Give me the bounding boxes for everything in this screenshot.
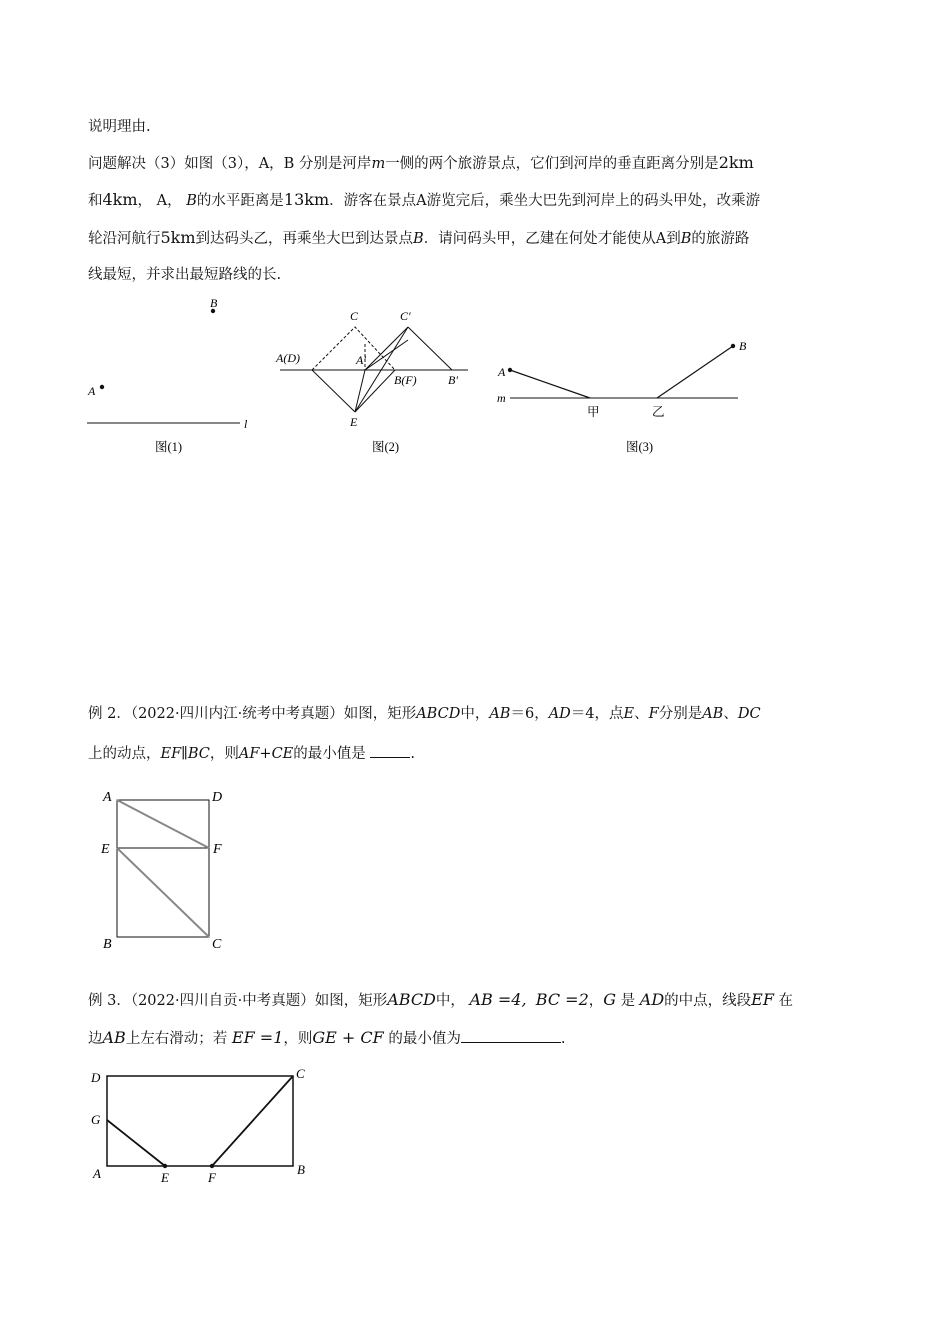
label-F: F bbox=[208, 1170, 216, 1185]
var-B: B bbox=[186, 193, 197, 209]
figure-3 bbox=[490, 330, 750, 460]
text-segment: 的最小值为 bbox=[388, 1031, 461, 1047]
var-B: B bbox=[680, 231, 692, 247]
var-AF-CE: AF+CE bbox=[238, 746, 294, 762]
label-jia: 甲 bbox=[587, 405, 600, 419]
label-E: E bbox=[350, 415, 358, 429]
segment-E-BF bbox=[355, 370, 395, 412]
rectangle-ABCD bbox=[117, 800, 209, 937]
point-F bbox=[210, 1164, 214, 1168]
segment-A1-BF bbox=[365, 340, 408, 370]
text-segment: 游览完后，乘坐大巴先到河岸上的码头甲处，改乘游 bbox=[426, 193, 761, 209]
text-segment: ＝4，点 bbox=[570, 706, 624, 722]
label-B: B bbox=[210, 296, 218, 310]
answer-blank[interactable] bbox=[461, 1028, 561, 1043]
var-A: A bbox=[416, 193, 427, 209]
var-AB: AB bbox=[489, 706, 511, 722]
var-AB: AB bbox=[702, 706, 724, 722]
text-segment: ．请问码头甲，乙建在何处才能使从 bbox=[423, 231, 656, 247]
caption-fig3: 图(3) bbox=[626, 440, 654, 454]
label-B: B bbox=[739, 339, 747, 353]
dashed-square bbox=[312, 327, 395, 370]
text-segment: ，则 bbox=[209, 746, 239, 762]
path-A-jia bbox=[510, 370, 590, 398]
var-EF: EF bbox=[160, 746, 182, 762]
text-segment: 、 bbox=[723, 706, 738, 722]
text-segment: 是 bbox=[620, 993, 636, 1009]
label-m: m bbox=[497, 391, 506, 405]
var-E: E bbox=[623, 706, 635, 722]
distance-13km: 13km bbox=[283, 190, 330, 209]
label-E: E bbox=[101, 842, 110, 857]
figure-2 bbox=[270, 300, 475, 460]
label-A-prime: A′ bbox=[356, 353, 366, 367]
text-line-5 bbox=[88, 265, 281, 285]
example2-figure bbox=[95, 785, 235, 955]
answer-blank[interactable] bbox=[370, 743, 410, 758]
var-AB: AB bbox=[102, 1028, 126, 1047]
label-AD: A(D) bbox=[276, 351, 300, 365]
var-B: B bbox=[413, 231, 424, 247]
text-segment: 问题解决（3）如图（3），A，B 分别是河岸 bbox=[88, 156, 372, 172]
var-ABCD: ABCD bbox=[387, 990, 436, 1009]
text-line-2 bbox=[88, 153, 754, 174]
segment-AF bbox=[117, 800, 209, 848]
example3-lead: 例 3．（2022·四川自贡·中考真题）如图，矩形 bbox=[88, 993, 388, 1009]
label-C-prime: C′ bbox=[400, 309, 411, 323]
label-C: C bbox=[296, 1066, 305, 1081]
text-segment: 中， bbox=[435, 993, 465, 1009]
text-segment: 一侧的两个旅游景点，它们到河岸的垂直距离分别是 bbox=[385, 156, 719, 172]
parallel-symbol: ∥ bbox=[181, 746, 188, 762]
segment-EC bbox=[117, 848, 209, 937]
point-E bbox=[163, 1164, 167, 1168]
label-D: D bbox=[212, 790, 223, 805]
distance-5km: 5km bbox=[160, 228, 196, 247]
text-line-4 bbox=[88, 228, 749, 249]
label-B-prime: B′ bbox=[448, 373, 458, 387]
label-D: D bbox=[91, 1070, 101, 1085]
segment-FC bbox=[212, 1076, 293, 1166]
point-A bbox=[100, 385, 104, 389]
text-line-1 bbox=[88, 117, 151, 137]
text-segment: ， bbox=[167, 193, 182, 209]
label-yi: 乙 bbox=[652, 405, 665, 419]
text-segment: . bbox=[410, 746, 415, 762]
example3-line-2 bbox=[88, 1028, 565, 1049]
text-segment: ， bbox=[588, 993, 604, 1009]
label-A: A bbox=[103, 790, 112, 805]
text-segment: 在 bbox=[778, 993, 794, 1009]
var-G: G bbox=[603, 990, 617, 1009]
text-segment: 边 bbox=[88, 1031, 103, 1047]
label-F: F bbox=[213, 842, 222, 857]
segment-GE bbox=[107, 1120, 165, 1166]
var-m: m bbox=[371, 156, 386, 172]
caption-fig2: 图(2) bbox=[372, 440, 400, 454]
distance-4km: 4km bbox=[102, 190, 138, 209]
condition-EF: EF =1 bbox=[231, 1028, 284, 1047]
condition-AB: AB =4, bbox=[469, 990, 527, 1009]
text-segment: 的旅游路 bbox=[691, 231, 750, 247]
text-segment: ＝6， bbox=[510, 706, 549, 722]
text-segment: 的水平距离是 bbox=[196, 193, 284, 209]
text-segment: 的中点，线段 bbox=[664, 993, 752, 1009]
label-A: A bbox=[498, 365, 506, 379]
example3-line-1 bbox=[88, 990, 793, 1011]
label-C: C bbox=[212, 937, 222, 952]
var-ABCD: ABCD bbox=[416, 706, 461, 722]
text-segment: . bbox=[560, 1031, 566, 1047]
text-segment: 线最短，并求出最短路线的长. bbox=[88, 267, 282, 283]
var-A: A bbox=[156, 193, 168, 209]
segment-E-A1 bbox=[355, 370, 365, 412]
var-DC: DC bbox=[737, 706, 761, 722]
segment-AD-E bbox=[312, 370, 355, 412]
label-B: B bbox=[297, 1162, 305, 1177]
var-AD: AD bbox=[639, 990, 665, 1009]
label-E: E bbox=[161, 1170, 169, 1185]
text-segment: 分别是 bbox=[658, 706, 703, 722]
example2-line-2 bbox=[88, 743, 415, 764]
var-BC: BC bbox=[187, 746, 210, 762]
text-segment: 上的动点， bbox=[88, 746, 161, 762]
condition-BC: BC =2 bbox=[535, 990, 589, 1009]
path-yi-B bbox=[657, 346, 733, 398]
text-segment: 到达码头乙，再乘坐大巴到达景点 bbox=[195, 231, 414, 247]
text-segment: 上左右滑动；若 bbox=[125, 1031, 228, 1047]
label-A: A bbox=[88, 384, 96, 398]
example3-figure bbox=[85, 1062, 315, 1192]
text-segment: 轮沿河航行 bbox=[88, 231, 161, 247]
label-B: B bbox=[103, 937, 112, 952]
label-C: C bbox=[350, 309, 359, 323]
example2-line-1 bbox=[88, 704, 761, 724]
var-A: A bbox=[655, 231, 667, 247]
segment-A1-C1 bbox=[365, 327, 408, 370]
text-segment: ， bbox=[137, 193, 153, 209]
text-segment: ，则 bbox=[283, 1031, 313, 1047]
text-segment: 和 bbox=[88, 193, 103, 209]
label-l: l bbox=[244, 417, 248, 431]
label-G: G bbox=[91, 1112, 101, 1127]
text-segment: 中， bbox=[460, 706, 490, 722]
text-line-3 bbox=[88, 190, 760, 211]
text-segment: 到 bbox=[666, 231, 681, 247]
rectangle-ABCD bbox=[107, 1076, 293, 1166]
label-A: A bbox=[93, 1166, 101, 1181]
example2-lead: 例 2．（2022·四川内江·统考中考真题）如图，矩形 bbox=[88, 706, 417, 722]
var-EF: EF bbox=[751, 990, 774, 1009]
var-GE-CF: GE + CF bbox=[312, 1028, 384, 1047]
text-reason: 说明理由. bbox=[88, 119, 151, 135]
var-F: F bbox=[648, 706, 659, 722]
text-segment: ．游客在景点 bbox=[329, 193, 417, 209]
point-B bbox=[731, 344, 735, 348]
text-segment: 、 bbox=[634, 706, 649, 722]
segment-C1-B1 bbox=[408, 327, 452, 370]
var-AD: AD bbox=[548, 706, 571, 722]
caption-fig1: 图(1) bbox=[155, 440, 183, 454]
distance-2km: 2km bbox=[718, 153, 754, 172]
label-BF: B(F) bbox=[394, 373, 417, 387]
figure-1 bbox=[80, 295, 260, 460]
text-segment: 的最小值是 bbox=[293, 746, 366, 762]
